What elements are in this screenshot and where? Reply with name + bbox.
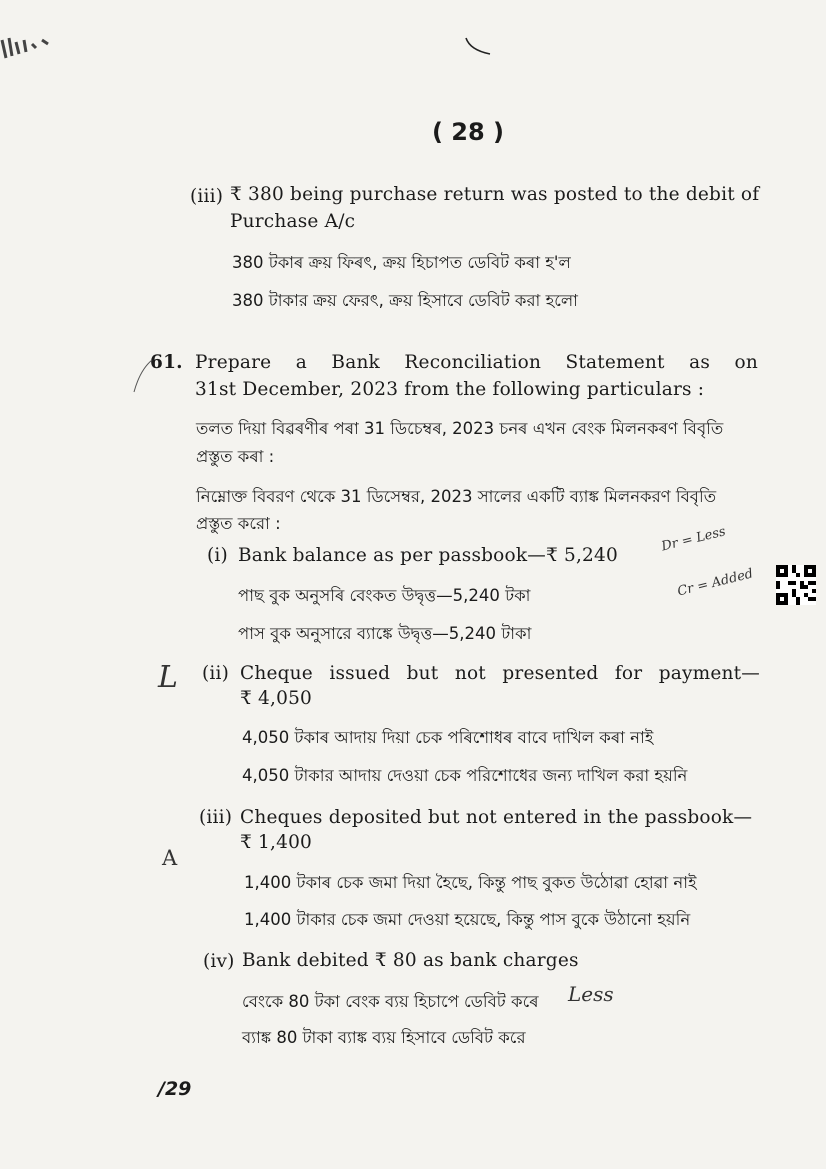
particular-word: payment— bbox=[658, 663, 760, 684]
particular-bengali: 4,050 টাকার আদায় দেওয়া চেক পরিশোধের জন্য দাখিল করা হয়নি bbox=[242, 766, 688, 785]
question-word: Reconciliation bbox=[404, 352, 542, 373]
question-number: 61. bbox=[150, 352, 183, 373]
particular-assamese: পাছ বুক অনুসৰি বেংকত উদ্বৃত্ত—5,240 টকা bbox=[238, 586, 531, 605]
particular-word: issued bbox=[329, 663, 391, 684]
qr-code bbox=[776, 565, 816, 605]
question-word: Statement bbox=[565, 352, 665, 373]
question-bengali-line2: প্রস্তুত করো : bbox=[196, 514, 281, 533]
particular-text bbox=[240, 663, 760, 684]
pen-stroke-mark bbox=[130, 356, 156, 396]
question-assamese-line1: তলত দিয়া বিৱৰণীৰ পৰা 31 ডিচেম্বৰ, 2023 চনৰ এখন বেংক মিলনকৰণ বিবৃতি bbox=[196, 419, 724, 438]
question-bengali-line1: নিম্নোক্ত বিবরণ থেকে 31 ডিসেম্বর, 2023 সালের একটি ব্যাঙ্ক মিলনকরণ বিবৃতি bbox=[196, 487, 717, 506]
particular-assamese: 4,050 টকাৰ আদায় দিয়া চেক পৰিশোধৰ বাবে দাখিল কৰা নাই bbox=[242, 728, 654, 747]
question-word: on bbox=[734, 352, 758, 373]
particular-text: Bank debited ₹ 80 as bank charges bbox=[242, 950, 579, 971]
particular-amount: ₹ 1,400 bbox=[240, 832, 313, 853]
handwritten-cr-note: Cr = Added bbox=[676, 566, 755, 600]
particular-amount: ₹ 4,050 bbox=[240, 688, 313, 709]
page-number: ( 28 ) bbox=[431, 118, 505, 146]
particular-label: (iv) bbox=[203, 951, 235, 972]
particular-text: Cheques deposited but not entered in the passbook— bbox=[240, 807, 753, 828]
handwritten-mark-ii: L bbox=[158, 660, 178, 695]
handwritten-mark-iv: Less bbox=[568, 982, 614, 1006]
prev-item-bengali: 380 টাকার ক্রয় ফেরৎ, ক্রয় হিসাবে ডেবিট করা হলো bbox=[232, 291, 578, 310]
particular-bengali: 1,400 টাকার চেক জমা দেওয়া হয়েছে, কিন্তু পাস বুকে উঠানো হয়নি bbox=[244, 910, 691, 929]
scan-artifact-mark bbox=[0, 34, 60, 62]
particular-bengali: পাস বুক অনুসারে ব্যাঙ্কে উদ্বৃত্ত—5,240 টাকা bbox=[238, 624, 532, 643]
particular-word: for bbox=[614, 663, 643, 684]
prev-item-line1: ₹ 380 being purchase return was posted to the debit of bbox=[230, 184, 760, 205]
question-word: a bbox=[295, 352, 307, 373]
question-word: Bank bbox=[331, 352, 380, 373]
question-line1 bbox=[195, 352, 758, 373]
particular-assamese: বেংকে 80 টকা বেংক ব্যয় হিচাপে ডেবিট কৰে bbox=[242, 992, 539, 1011]
particular-word: not bbox=[454, 663, 486, 684]
particular-assamese: 1,400 টকাৰ চেক জমা দিয়া হৈছে, কিন্তু পাছ বুকত উঠোৱা হোৱা নাই bbox=[244, 873, 697, 892]
particular-label: (ii) bbox=[202, 663, 230, 684]
question-word: as bbox=[689, 352, 711, 373]
particular-text: Bank balance as per passbook—₹ 5,240 bbox=[238, 545, 618, 566]
particular-word: presented bbox=[502, 663, 599, 684]
question-line2: 31st December, 2023 from the following particulars : bbox=[195, 379, 705, 400]
prev-item-assamese: 380 টকাৰ ক্রয় ফিৰৎ, ক্রয় হিচাপত ডেবিট কৰা হ'ল bbox=[232, 253, 571, 272]
handwritten-dr-note: Dr = Less bbox=[660, 524, 728, 555]
question-assamese-line2: প্রস্তুত কৰা : bbox=[196, 447, 275, 466]
prev-item-line2: Purchase A/c bbox=[230, 211, 356, 232]
prev-item-label: (iii) bbox=[190, 186, 224, 207]
footer-page-ref: /29 bbox=[158, 1078, 192, 1100]
particular-label: (iii) bbox=[199, 807, 233, 828]
handwritten-mark-iii: A bbox=[162, 846, 178, 870]
particular-bengali: ব্যাঙ্ক 80 টাকা ব্যাঙ্ক ব্যয় হিসাবে ডেবিট করে bbox=[242, 1028, 526, 1047]
particular-word: but bbox=[406, 663, 439, 684]
question-word: Prepare bbox=[195, 352, 272, 373]
particular-word: Cheque bbox=[240, 663, 313, 684]
pen-tick-mark bbox=[462, 36, 494, 58]
particular-label: (i) bbox=[207, 545, 228, 566]
